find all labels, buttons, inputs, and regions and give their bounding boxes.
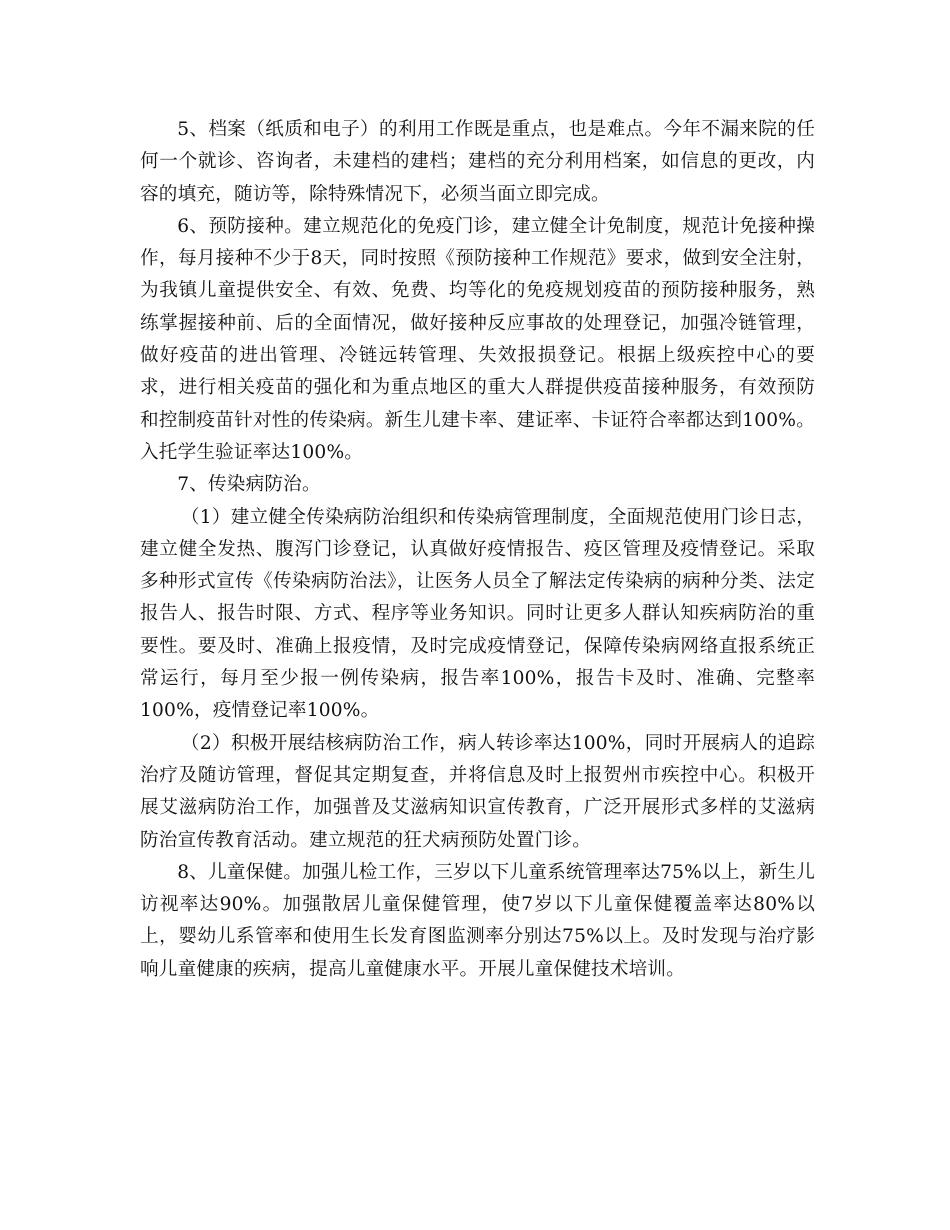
paragraph-infectious-disease-item-2: （2）积极开展结核病防治工作，病人转诊率达100%，同时开展病人的追踪治疗及随访管理，督促其定期复查，并将信息及时上报贺州市疾控中心。积极开展艾滋病防治工作，加强普及艾滋病知识宣传教育，广泛开展形式多样的艾滋病防治宣传教育活动。建立规范的狂犬病预防处置门诊。	[140, 732, 815, 851]
paragraph-archives: 5、档案（纸质和电子）的利用工作既是重点，也是难点。今年不漏来院的任何一个就诊、咨询者，未建档的建档；建档的充分利用档案，如信息的更改，内容的填充，随访等，除特殊情况下，必须当面立即完成。	[140, 119, 815, 205]
document-body	[140, 114, 815, 986]
paragraph-infectious-disease-item-1: （1）建立健全传染病防治组织和传染病管理制度，全面规范使用门诊日志，建立健全发热、腹泻门诊登记，认真做好疫情报告、疫区管理及疫情登记。采取多种形式宣传《传染病防治法》，让医务人员全了解法定传染病的病种分类、法定报告人、报告时限、方式、程序等业务知识。同时让更多人群认知疾病防治的重要性。要及时、准确上报疫情，及时完成疫情登记，保障传染病网络直报系统正常运行，每月至少报一例传染病，报告率100%，报告卡及时、准确、完整率100%，疫情登记率100%。	[140, 506, 815, 722]
paragraph-child-health: 8、儿童保健。加强儿检工作，三岁以下儿童系统管理率达75%以上，新生儿访视率达90%。加强散居儿童保健管理，使7岁以下儿童保健覆盖率达80%以上，婴幼儿系管率和使用生长发育图监测率分别达75%以上。及时发现与治疗影响儿童健康的疾病，提高儿童健康水平。开展儿童保健技术培训。	[140, 861, 815, 980]
paragraph-infectious-disease-heading: 7、传染病防治。	[177, 474, 321, 496]
paragraph-vaccination: 6、预防接种。建立规范化的免疫门诊，建立健全计免制度，规范计免接种操作，每月接种不少于8天，同时按照《预防接种工作规范》要求，做到安全注射，为我镇儿童提供安全、有效、免费、均等化的免疫规划疫苗的预防接种服务，熟练掌握接种前、后的全面情况，做好接种反应事故的处理登记，加强冷链管理，做好疫苗的进出管理、冷链远转管理、失效报损登记。根据上级疾控中心的要求，进行相关疫苗的强化和为重点地区的重大人群提供疫苗接种服务，有效预防和控制疫苗针对性的传染病。新生儿建卡率、建证率、卡证符合率都达到100%。入托学生验证率达100%。	[140, 215, 815, 463]
